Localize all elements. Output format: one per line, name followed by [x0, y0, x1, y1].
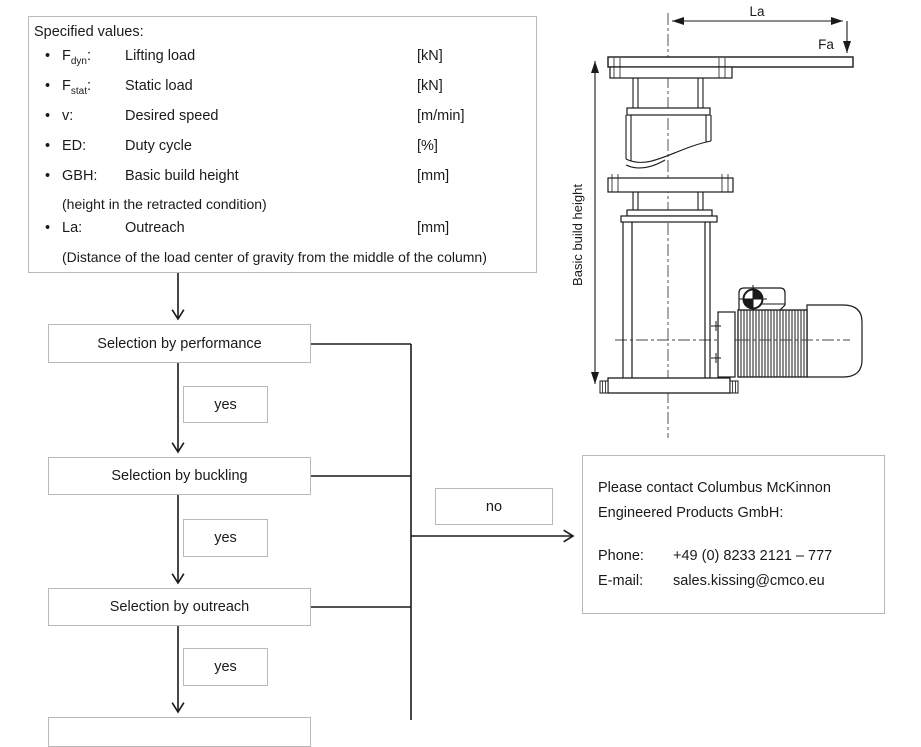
- phone-label: Phone:: [598, 548, 644, 564]
- force-dim-label: Fa: [818, 37, 834, 52]
- contact-email-row: [598, 569, 878, 594]
- flow-yes-box: [183, 648, 268, 686]
- bullet: •: [45, 220, 51, 237]
- symbol-main: ED: [62, 137, 83, 154]
- symbol-colon: :: [82, 137, 87, 154]
- spec-symbol: [62, 44, 125, 74]
- email-value: sales.kissing@cmco.eu: [673, 573, 825, 589]
- spec-symbol: [62, 164, 125, 194]
- email-label: E-mail:: [598, 573, 644, 589]
- symbol-colon: :: [69, 107, 74, 124]
- symbol-sub: stat: [70, 85, 87, 97]
- symbol-main: F: [62, 48, 71, 64]
- spec-unit: [kN]: [417, 77, 443, 94]
- spec-symbol: [62, 74, 125, 104]
- spec-unit: [kN]: [417, 48, 443, 64]
- spec-item-v: [29, 104, 536, 134]
- flow-step-outreach: [48, 588, 311, 626]
- flow-yes-box: [183, 386, 268, 423]
- spec-symbol: [62, 134, 125, 164]
- symbol-main: v: [62, 107, 70, 124]
- spec-note-la: (Distance of the load center of gravity from the middle of the column): [62, 249, 487, 266]
- spec-label: Duty cycle: [125, 137, 192, 154]
- spec-unit: [mm]: [417, 220, 450, 237]
- basic-build-height-label: Basic build height: [570, 184, 585, 286]
- bullet: •: [45, 167, 51, 184]
- flow-yes-label: yes: [214, 659, 237, 675]
- symbol-colon: :: [78, 220, 83, 237]
- flow-step-label: Selection by performance: [97, 335, 262, 352]
- spec-label: Lifting load: [125, 48, 196, 64]
- spec-unit: [mm]: [417, 167, 450, 184]
- column-body: [600, 57, 853, 393]
- flow-step-partial: [48, 717, 311, 747]
- flow-yes-label: yes: [214, 530, 237, 546]
- specified-values-title: Specified values:: [34, 24, 144, 40]
- flow-step-label: Selection by outreach: [109, 599, 250, 615]
- spec-symbol: [62, 216, 125, 246]
- spec-note-gbh: (height in the retracted condition): [62, 196, 267, 213]
- flow-step-label: Selection by buckling: [111, 468, 248, 484]
- flow-yes-box: [183, 519, 268, 557]
- flow-no-label: no: [485, 498, 503, 515]
- spec-item-fdyn: [29, 44, 536, 74]
- spec-item-fstat: [29, 74, 536, 104]
- drive-motor: [711, 285, 862, 377]
- bullet: •: [45, 107, 51, 124]
- spec-label: Static load: [125, 77, 193, 94]
- bullet: •: [45, 137, 51, 154]
- specified-values-box: [28, 16, 537, 273]
- centerlines: [615, 13, 850, 438]
- spec-item-la: [29, 216, 536, 246]
- flow-no-box: [435, 488, 553, 525]
- flow-step-buckling: [48, 457, 311, 495]
- symbol-colon: :: [86, 77, 92, 94]
- symbol-main: GBH: [62, 167, 94, 184]
- symbol-colon: :: [86, 48, 92, 64]
- flow-step-performance: [48, 324, 311, 363]
- bullet: •: [45, 77, 51, 94]
- spec-label: Outreach: [125, 220, 185, 237]
- dimension-lines: [595, 21, 847, 384]
- contact-line-2: Engineered Products GmbH:: [598, 505, 784, 521]
- contact-box: [582, 455, 885, 614]
- symbol-colon: :: [93, 167, 98, 184]
- spec-unit: [%]: [417, 137, 438, 154]
- spec-unit: [m/min]: [417, 107, 465, 124]
- spec-label: Desired speed: [125, 107, 219, 124]
- contact-phone-row: [598, 544, 878, 569]
- symbol-sub: dyn: [70, 55, 87, 67]
- flow-yes-label: yes: [214, 396, 237, 413]
- outreach-dim-label: La: [749, 4, 765, 19]
- spec-item-gbh: [29, 164, 536, 194]
- symbol-main: La: [62, 220, 79, 237]
- spec-item-ed: [29, 134, 536, 164]
- contact-line-1: Please contact Columbus McKinnon: [598, 480, 831, 496]
- spec-label: Basic build height: [125, 167, 239, 184]
- symbol-main: F: [62, 77, 71, 94]
- lifting-column-technical-drawing: [555, 0, 921, 445]
- lifting-eye-mark: [744, 290, 763, 309]
- cooling-fins: [741, 310, 804, 377]
- bullet: •: [45, 48, 51, 64]
- spec-symbol: [62, 104, 125, 134]
- phone-value: +49 (0) 8233 2121 – 777: [673, 548, 833, 564]
- spacer: [598, 526, 878, 544]
